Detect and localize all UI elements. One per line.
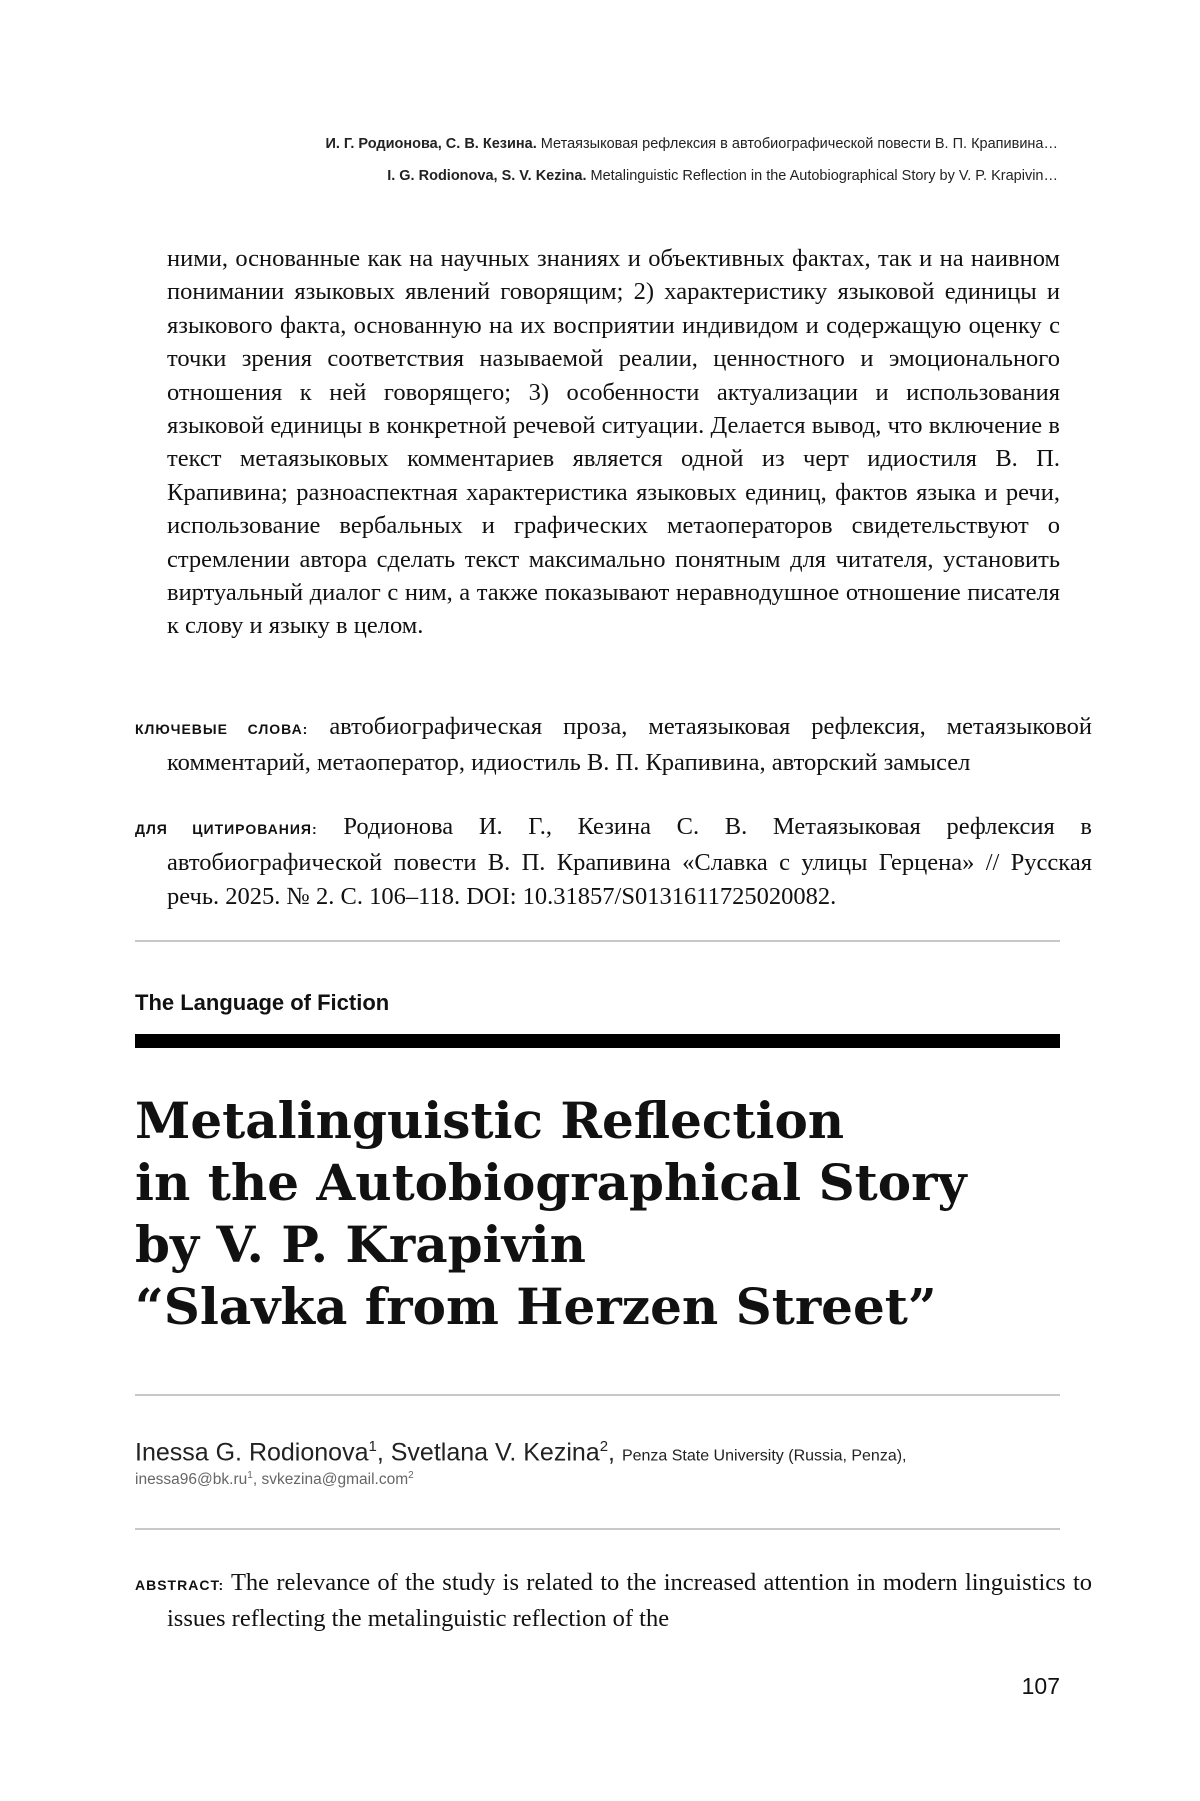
keywords-block [135, 710, 1092, 780]
section-label: The Language of Fiction [135, 990, 390, 1015]
author-affiliation-mark: 1 [368, 1438, 377, 1455]
running-header-en-title: Metalinguistic Reflection in the Autobiographical Story by V. P. Krapivin… [590, 168, 1058, 184]
title-line: in the Autobiographical Story [135, 1153, 967, 1212]
author-affiliation-mark: 2 [599, 1438, 609, 1455]
abstract-label: ABSTRACT: [135, 1577, 225, 1593]
abstract-ru-continuation: ними, основанные как на научных знаниях и объективных фактах, так и на наивном понимании языковых явлений говорящим; 2) характеристику языковой единицы и языкового факта, основанную на их восприятии индивидом и содержащую оценку с точки зрения соответствия называемой реалии, ценностного и эмоционального отношения к ней говорящего; 3) особенности актуализации и использования языковой единицы в конкретной речевой ситуации. Делается вывод, что включение в текст метаязыковых комментариев является одной из черт идиостиля В. П. Крапивина; разноаспектная характеристика языковых единиц, фактов языка и речи, использование вербальных и графических метаоператоров свидетельствуют о стремлении автора сделать текст максимально понятным для читателя, установить виртуальный диалог с ним, а также показывают неравнодушное отношение писателя к слову и языку в целом. [167, 245, 1060, 640]
author-separator: , [376, 1438, 391, 1467]
divider-authors [135, 1528, 1060, 1530]
citation-label: ДЛЯ ЦИТИРОВАНИЯ: [135, 821, 318, 837]
section-rule [135, 1034, 1060, 1048]
email-mark: 2 [408, 1470, 414, 1481]
email-link[interactable]: inessa96@bk.ru [135, 1471, 248, 1489]
author-separator: , [608, 1438, 622, 1467]
divider-title [135, 1394, 1060, 1396]
running-header-en [325, 160, 1058, 192]
article-title [135, 1090, 1060, 1338]
title-line: “Slavka from Herzen Street” [135, 1277, 937, 1336]
running-header-en-authors: I. G. Rodionova, S. V. Kezina. [387, 168, 587, 184]
keywords-text: автобиографическая проза, метаязыковая рефлексия, метаязыковой комментарий, метаоператор, идиостиль В. П. Крапивина, авторский замысел [167, 713, 1093, 777]
abstract-text: The relevance of the study is related to the increased attention in modern linguistics to issues reflecting the metalinguistic reflection of the [167, 1569, 1092, 1633]
running-header [325, 128, 1058, 192]
page-number: 107 [1021, 1673, 1060, 1699]
title-line: by V. P. Krapivin [135, 1215, 586, 1274]
authors-line [135, 1430, 1060, 1473]
affiliation: Penza State University (Russia, Penza), [621, 1447, 907, 1465]
email-mark: 1 [247, 1470, 253, 1481]
email-link[interactable]: svkezina@gmail.com [261, 1471, 409, 1489]
citation-text: Родионова И. Г., Кезина С. В. Метаязыковая рефлексия в автобиографической повести В. П. Крапивина «Славка с улицы Герцена» // Русская речь. 2025. № 2. С. 106–118. DOI: 10.31857/S0131611725020082. [167, 813, 1093, 910]
author-name: Inessa G. Rodionova [135, 1438, 369, 1467]
running-header-ru [325, 128, 1058, 160]
email-separator: , [252, 1471, 262, 1489]
divider-top [135, 940, 1060, 942]
citation-block [135, 810, 1092, 913]
running-header-ru-authors: И. Г. Родионова, С. В. Кезина. [325, 136, 537, 152]
abstract-en-block [135, 1566, 1092, 1636]
running-header-ru-title: Метаязыковая рефлексия в автобиографической повести В. П. Крапивина… [540, 136, 1058, 152]
author-name: Svetlana V. Kezina [390, 1438, 600, 1467]
title-line: Metalinguistic Reflection [135, 1091, 845, 1150]
keywords-label: КЛЮЧЕВЫЕ СЛОВА: [135, 721, 309, 737]
emails-line [135, 1470, 414, 1489]
